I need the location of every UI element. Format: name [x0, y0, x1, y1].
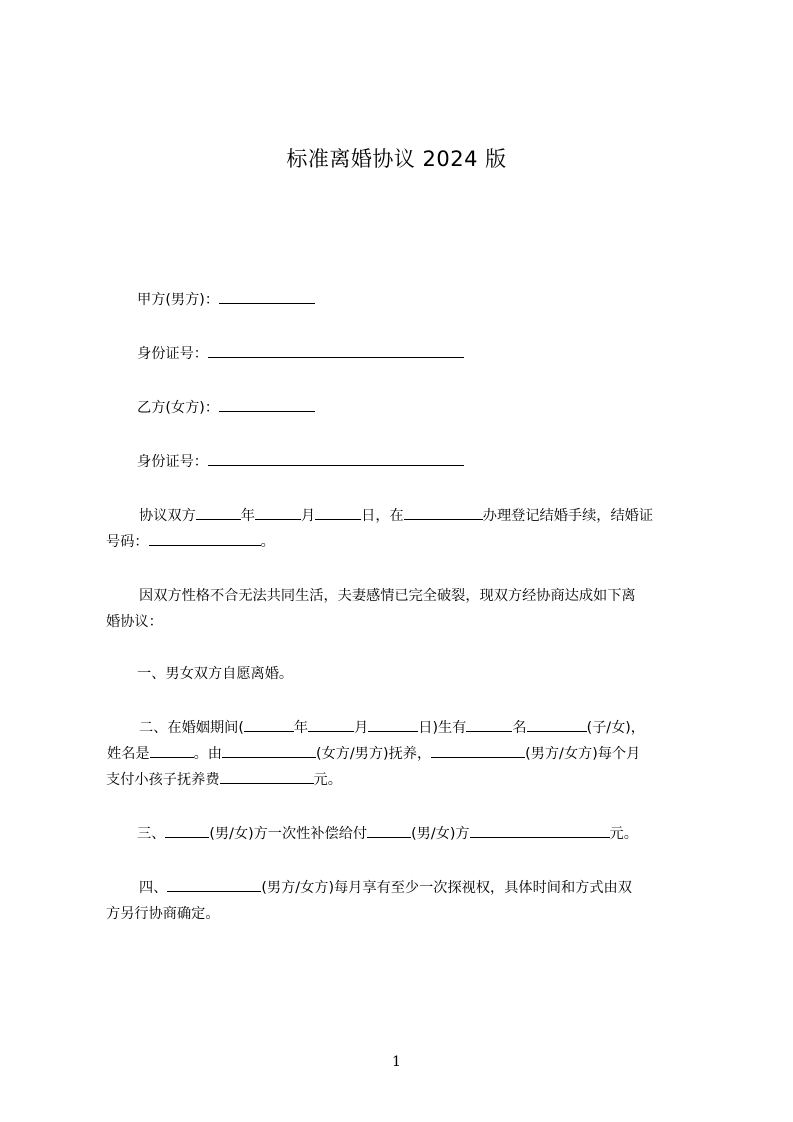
reason-text-1: 因双方性格不合无法共同生活，夫妻感情已完全破裂，现双方经协商达成如下离	[139, 588, 636, 604]
clause-4-line-2	[106, 901, 706, 927]
child-birth-month-blank[interactable]	[308, 716, 354, 732]
party-a-label: 甲方(男方)：	[137, 292, 220, 308]
para1-day-label: 日，在	[361, 508, 404, 524]
custody-text: (女方/男方)抚养，	[315, 746, 432, 762]
party-a-id-label: 身份证号：	[137, 346, 208, 362]
reason-text-2: 婚协议：	[106, 614, 163, 630]
clause-4-number: 四、	[139, 880, 168, 896]
child-birth-year-blank[interactable]	[244, 716, 294, 732]
clause-3-text-2: (男/女)方	[411, 826, 470, 842]
marriage-month-blank[interactable]	[255, 504, 301, 520]
compensated-party-blank[interactable]	[367, 822, 411, 838]
clause-1	[106, 661, 706, 687]
reason-line-1	[106, 583, 706, 609]
clause-4-text: (男方/女方)每月享有至少一次探视权，具体时间和方式由双	[261, 880, 632, 896]
reason-line-2	[106, 609, 706, 635]
para1-text-2: 办理登记结婚手续，结婚证	[482, 508, 654, 524]
party-a-line	[106, 287, 706, 313]
para1-text: 协议双方	[139, 508, 196, 524]
clause-3-unit: 元。	[609, 826, 638, 842]
child-count-blank[interactable]	[466, 716, 512, 732]
support-payer-blank[interactable]	[431, 742, 525, 758]
clause-2-day-label: 日)生有	[418, 720, 467, 736]
party-a-name-blank[interactable]	[219, 288, 315, 304]
party-b-name-blank[interactable]	[219, 396, 315, 412]
party-b-id-blank[interactable]	[208, 450, 464, 466]
child-birth-day-blank[interactable]	[368, 716, 418, 732]
support-fee-blank[interactable]	[220, 768, 314, 784]
party-b-line	[106, 395, 706, 421]
clause-3-number: 三、	[137, 826, 166, 842]
party-b-id-label: 身份证号：	[137, 454, 208, 470]
support-payer-text: (男方/女方)每个月	[525, 746, 641, 762]
child-name-label: 姓名是	[107, 746, 150, 762]
child-gender-blank[interactable]	[527, 716, 587, 732]
marriage-day-blank[interactable]	[315, 504, 361, 520]
support-fee-unit: 元。	[313, 772, 342, 788]
marriage-registration-line-1	[106, 503, 706, 529]
support-fee-label: 支付小孩子抚养费	[106, 772, 220, 788]
certificate-number-label: 号码：	[106, 534, 149, 550]
clause-2-gender-label: (子/女)，	[586, 720, 645, 736]
party-b-id-line	[106, 449, 706, 475]
clause-1-text: 一、男女双方自愿离婚。	[137, 666, 294, 682]
custody-party-blank[interactable]	[222, 742, 316, 758]
clause-4-text-2: 方另行协商确定。	[106, 906, 220, 922]
clause-2-year-label: 年	[293, 720, 309, 736]
clause-2-month-label: 月	[354, 720, 369, 736]
clause-4-line-1	[106, 875, 706, 901]
compensation-amount-blank[interactable]	[470, 822, 610, 838]
clause-2-line-1	[106, 715, 706, 741]
party-a-id-blank[interactable]	[208, 342, 464, 358]
child-name-blank[interactable]	[150, 742, 194, 758]
registration-place-blank[interactable]	[404, 504, 483, 520]
clause-2-count-label: 名	[512, 720, 527, 736]
compensating-party-blank[interactable]	[165, 822, 209, 838]
page-number: 1	[392, 1054, 401, 1070]
clause-2-text: 二、在婚姻期间(	[139, 720, 244, 736]
clause-2-line-2	[106, 741, 706, 767]
para1-month-label: 月	[300, 508, 316, 524]
clause-2-line-3	[106, 767, 706, 793]
clause-3-text: (男/女)方一次性补偿给付	[209, 826, 368, 842]
para1-end: 。	[260, 534, 275, 550]
visitation-party-blank[interactable]	[167, 876, 261, 892]
marriage-year-blank[interactable]	[196, 504, 241, 520]
certificate-number-blank[interactable]	[149, 530, 261, 546]
party-a-id-line	[106, 341, 706, 367]
custody-label: 。由	[193, 746, 222, 762]
marriage-registration-line-2	[106, 529, 706, 555]
para1-year-label: 年	[240, 508, 255, 524]
party-b-label: 乙方(女方)：	[137, 400, 220, 416]
document-title: 标准离婚协议 2024 版	[286, 147, 507, 171]
clause-3	[106, 821, 706, 847]
